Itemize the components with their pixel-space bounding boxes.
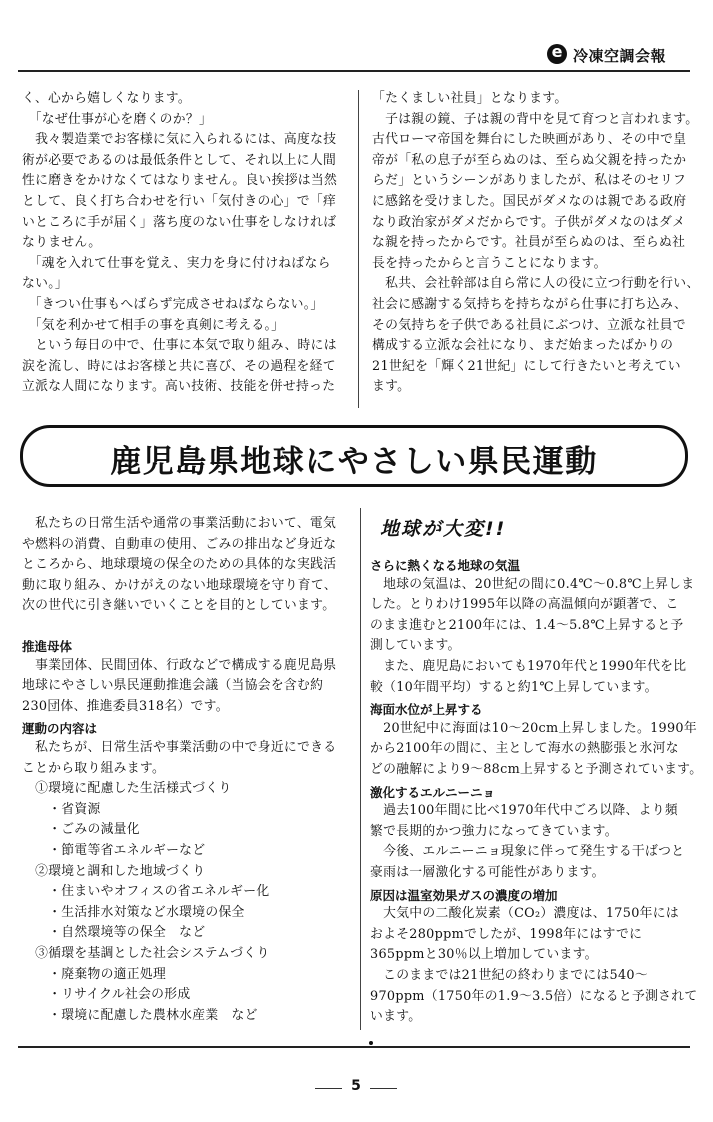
section-heading: 運動の内容は — [22, 721, 98, 737]
text-line: 繁で長期的かつ強力になってきています。 — [370, 823, 618, 839]
text-line: から2100年の間に、主として海水の熱膨張と氷河な — [370, 741, 679, 757]
text-line: 「気を利かせて相手の事を真剣に考える。」 — [22, 317, 285, 333]
text-line: のまま進むと2100年には、1.4〜5.8℃上昇すると予 — [370, 617, 684, 633]
list-item: ・節電等省エネルギーなど — [22, 843, 206, 858]
text-line: 地球の気温は、20世紀の間に0.4℃〜0.8℃上昇しま — [370, 576, 695, 592]
page-number: 5 — [351, 1078, 361, 1094]
text-line: 「たくましい社員」となります。 — [372, 91, 568, 106]
logo-letter: e — [551, 42, 563, 61]
list-item: ・リサイクル社会の形成 — [22, 987, 191, 1003]
text-line: 測しています。 — [370, 638, 461, 654]
text-line: 動に取り組み、かけがえのない地球環境を守り育て、 — [22, 577, 337, 593]
text-line: 子は親の鏡、子は親の背中を見て育つと言われます。 — [372, 111, 699, 127]
list-item: ・ごみの減量化 — [22, 822, 140, 838]
text-line: 230団体、推進委員318名）です。 — [22, 698, 229, 714]
text-line: 365ppmと30％以上増加しています。 — [370, 947, 598, 963]
text-line: 「魂を入れて仕事を覚え、実力を身に付けねばなら — [22, 255, 331, 271]
text-line: 事業団体、民間団体、行政などで構成する鹿児島県 — [22, 657, 337, 673]
text-line: 性に磨きをかけなくてはなりません。良い挨拶は当然 — [22, 173, 338, 189]
list-item: ・省資源 — [22, 801, 101, 817]
text-line: 社会に感謝する気持ちを持ちながら仕事に打ち込み、 — [372, 297, 688, 312]
text-line: 帝が「私の息子が至らぬのは、至らぬ父親を持ったか — [372, 152, 687, 168]
header-rule — [18, 70, 690, 72]
section-heading: 推進母体 — [22, 639, 73, 654]
section-heading: 海面水位が上昇する — [370, 702, 483, 718]
text-line: な親を持ったからです。社員が至らぬのは、至らぬ社 — [372, 235, 686, 251]
text-line: 970ppm（1750年の1.9〜3.5倍）になると予測されて — [370, 988, 698, 1004]
list-item: ・住まいやオフィスの省エネルギー化 — [22, 884, 270, 900]
text-line: 大気中の二酸化炭素（CO₂）濃度は、1750年には — [370, 906, 679, 922]
section-heading: 激化するエルニーニョ — [370, 784, 496, 800]
text-line: ところから、地球環境の保全のための具体的な実践活 — [22, 557, 337, 573]
text-line: 私たちが、日常生活や事業活動の中で身近にできる — [22, 740, 337, 755]
text-line: 私たちの日常生活や通常の事業活動において、電気 — [22, 516, 337, 531]
text-line: した。とりわけ1995年以降の高温傾向が顕著で、こ — [370, 597, 679, 613]
publication-logo-icon — [547, 44, 567, 64]
text-line: 豪雨は一層激化する可能性があります。 — [370, 865, 605, 880]
text-line: 20世紀中に海面は10〜20cm上昇しました。1990年 — [370, 720, 697, 736]
page-number-dash-right — [370, 1088, 397, 1089]
text-line: ます。 — [372, 379, 411, 395]
text-line: およそ280ppmでしたが、1998年にはすでに — [370, 926, 643, 942]
footer-rule — [18, 1046, 690, 1048]
text-line: 21世紀を「輝く21世紀」にして行きたいと考えてい — [372, 358, 681, 374]
text-line: 地球にやさしい県民運動推進会議（当協会を含む約 — [22, 678, 324, 694]
list-item: ・廃棄物の適正処理 — [22, 966, 167, 982]
big-heading: 地球が大変!! — [380, 518, 507, 540]
text-line: 古代ローマ帝国を舞台にした映画があり、その中で皇 — [372, 132, 687, 148]
text-line: 長を持ったからと言うことになります。 — [372, 255, 607, 271]
text-line: 「なぜ仕事が心を磨くのか？」 — [22, 111, 213, 127]
top-column-divider — [358, 90, 359, 408]
text-line: また、鹿児島においても1970年代と1990年代を比 — [370, 659, 687, 674]
text-line: 較（10年間平均）すると約1℃上昇しています。 — [370, 679, 658, 695]
list-item: ②環境と調和した地域づくり — [22, 863, 206, 879]
text-line: 構成する立派な会社になり、まだ始まったばかりの — [372, 338, 674, 354]
text-line: いところに手が届く」落ち度のない仕事をしなければ — [22, 214, 337, 230]
publication-title: 冷凍空調会報 — [573, 47, 667, 65]
banner-title: 鹿児島県地球にやさしい県民運動 — [110, 444, 598, 480]
text-line: このままでは21世紀の終わりまでには540〜 — [370, 968, 648, 983]
footer-dot — [369, 1041, 373, 1045]
list-item: ・生活排水対策など水環境の保全 — [22, 904, 245, 920]
section-heading: さらに熱くなる地球の気温 — [370, 558, 521, 573]
text-line: 我々製造業でお客様に気に入られるには、高度な技 — [22, 132, 337, 148]
list-item: ・環境に配慮した農林水産業 など — [22, 1007, 258, 1023]
text-line: ことから取り組みます。 — [22, 760, 166, 776]
text-line: 立派な人間になります。高い技術、技能を併せ持った — [22, 379, 336, 395]
page-number-dash-left — [315, 1088, 342, 1089]
text-line: います。 — [370, 1009, 422, 1025]
text-line: なりません。 — [22, 235, 102, 251]
text-line: として、良く打ち合わせを行い「気付きの心」で「痒 — [22, 194, 337, 209]
bottom-column-divider — [360, 508, 361, 1030]
text-line: に感銘を受けました。国民がダメなのは親である政府 — [372, 194, 687, 209]
list-item: ①環境に配慮した生活様式づくり — [22, 781, 232, 797]
text-line: なり政治家がダメだからです。子供がダメなのはダメ — [372, 214, 686, 230]
text-line: く、心から嬉しくなります。 — [22, 91, 191, 106]
text-line: や燃料の消費、自動車の使用、ごみの排出など身近な — [22, 536, 337, 552]
text-line: ない。」 — [22, 276, 68, 292]
text-line: 涙を流し、時にはお客様と共に喜び、その過程を経て — [22, 358, 336, 374]
list-item: ③循環を基調とした社会システムづくり — [22, 946, 270, 961]
text-line: どの融解により9〜88cm上昇すると予測されています。 — [370, 762, 703, 777]
text-line: その気持ちを子供である社員にぶつけ、立派な社員で — [372, 317, 686, 333]
text-line: 次の世代に引き継いでいくことを目的としています。 — [22, 598, 336, 614]
text-line: という毎日の中で、仕事に本気で取り組み、時には — [22, 338, 337, 354]
text-line: 過去100年間に比べ1970年代中ごろ以降、より頻 — [370, 803, 678, 819]
text-line: 私共、会社幹部は自ら常に人の役に立つ行動を行い、 — [372, 276, 700, 292]
text-line: 術が必要であるのは最低条件として、それ以上に人間 — [22, 152, 337, 168]
list-item: ・自然環境等の保全 など — [22, 925, 206, 941]
section-heading: 原因は温室効果ガスの濃度の増加 — [370, 887, 558, 903]
text-line: 今後、エルニーニョ現象に伴って発生する干ばつと — [370, 844, 685, 860]
text-line: らだ」というシーンがありましたが、私はそのセリフ — [372, 173, 687, 189]
text-line: 「きつい仕事もへばらず完成させねばならない。」 — [22, 297, 324, 312]
